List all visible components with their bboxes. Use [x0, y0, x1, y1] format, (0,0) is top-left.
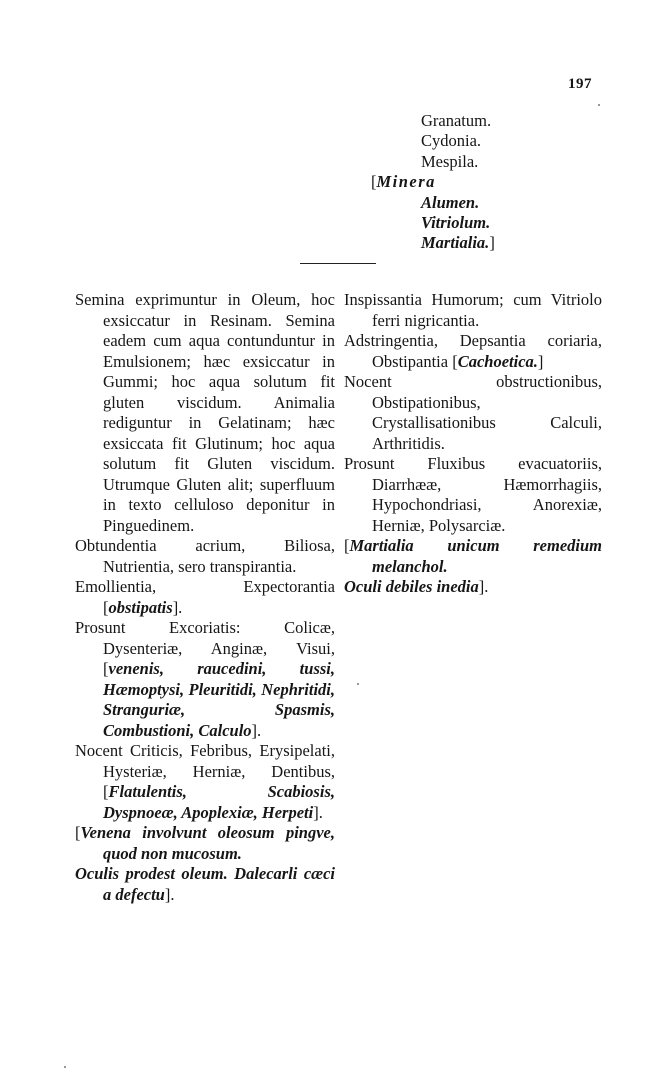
list-item: Granatum. [421, 111, 492, 130]
list-item: Alumen. [421, 192, 480, 212]
paragraph-venena: [Venena involvunt oleosum pingve, quod non mucosum. [75, 823, 335, 863]
list-item: Mespila. [421, 151, 479, 171]
page-number: 197 [568, 76, 592, 92]
section-divider [300, 263, 376, 264]
speck-mark [64, 1066, 66, 1068]
list-item: Vitriolum. [421, 213, 491, 233]
right-column [344, 290, 602, 598]
paragraph-adstringentia: Adstringentia, Depsantia coriaria, Obstipantia [Cachoetica.] [344, 331, 602, 371]
paragraph-nocent: Nocent Criticis, Febribus, Erysipelati, Hysteriæ, Herniæ, Dentibus, [Flatulentis, Scabiosis, Dyspnoeæ, Apoplexiæ, Herpeti]. [75, 741, 335, 822]
paragraph-inspissantia: Inspissantia Humorum; cum Vitriolo ferri nigricantia. [344, 290, 602, 330]
paragraph-semina: Semina exprimuntur in Oleum, hoc exsiccatur in Resinam. Semina eadem cum aqua contunduntur in Emulsionem; hæc exsiccatur in Gummi; hoc aqua solutum fit gluten viscidum. Animalia rediguntur in Gelatinam; hæc exsiccata fit Glutinum; hoc aqua solutum fit Gluten viscidum. Utrumque Gluten alit; superfluum in texto celluloso deponitur in Pinguedinem. [75, 290, 335, 535]
speck-mark [357, 683, 359, 685]
paragraph-martialia: [Martialia unicum remedium melanchol. [344, 536, 602, 576]
speck-mark [598, 104, 600, 106]
paragraph-emollientia: Emollientia, Expectorantia [obstipatis]. [75, 577, 335, 617]
paragraph-prosunt: Prosunt Excoriatis: Colicæ, Dysenteriæ, Anginæ, Visui, [venenis, raucedini, tussi, Hæmoptysi, Pleuritidi, Nephritidi, Stranguriæ, Spasmis, Combustioni, Calculo]. [75, 618, 335, 740]
paragraph-oculis: Oculis prodest oleum. Dalecarli cæci a defectu]. [75, 864, 335, 904]
paragraph-prosunt-right: Prosunt Fluxibus evacuatoriis, Diarrhææ, Hæmorrhagiis, Hypochondriasi, Anorexiæ, Herniæ, Polysarciæ. [344, 454, 602, 535]
list-item: Cydonia. [421, 131, 482, 151]
paragraph-nocent-right: Nocent obstructionibus, Obstipationibus, Crystallisationibus Calculi, Arthritidis. [344, 372, 602, 453]
mineral-list [371, 111, 571, 254]
list-item: Martialia.] [421, 233, 495, 253]
paragraph-oculi: Oculi debiles inedia]. [344, 577, 489, 596]
list-heading: [Minera [371, 172, 436, 192]
paragraph-obtundentia: Obtundentia acrium, Biliosa, Nutrientia, sero transpirantia. [75, 536, 335, 576]
left-column [75, 290, 335, 905]
